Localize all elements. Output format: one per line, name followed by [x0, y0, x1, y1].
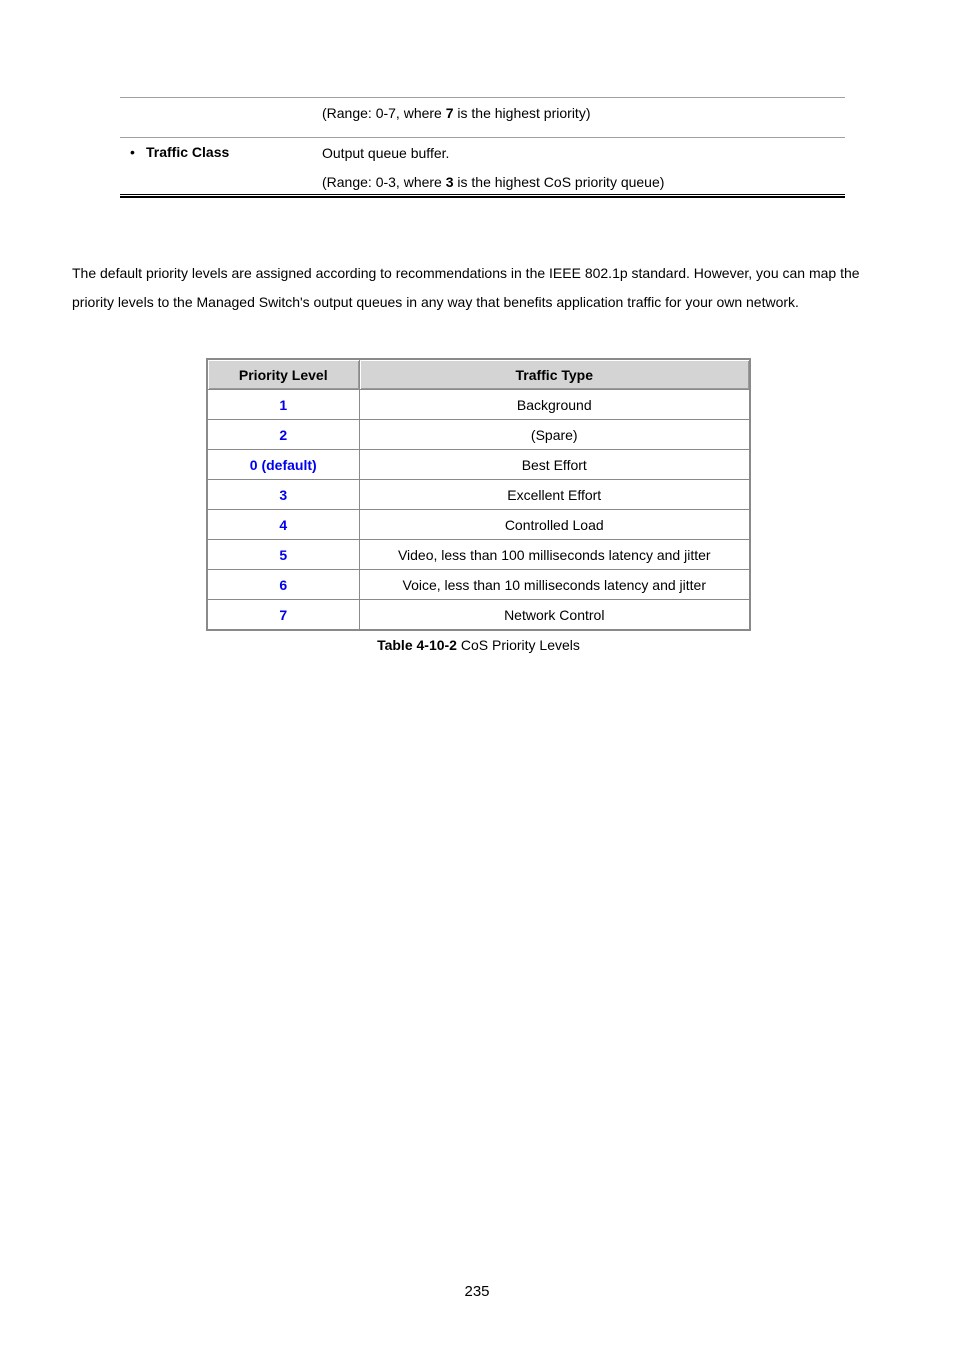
bullet-icon: • — [130, 144, 135, 160]
table-row — [207, 600, 750, 631]
traffic-type-cell: Video, less than 100 milliseconds latency and jitter — [359, 540, 750, 570]
param-name-cell — [120, 138, 322, 196]
priority-level-cell: 4 — [207, 510, 359, 540]
range-text — [322, 104, 845, 133]
priority-level-cell: 3 — [207, 480, 359, 510]
table-row — [207, 540, 750, 570]
priority-level-cell: 0 (default) — [207, 450, 359, 480]
table-row — [207, 450, 750, 480]
param-desc-cell — [322, 98, 845, 137]
traffic-type-cell: (Spare) — [359, 420, 750, 450]
range-bold: 3 — [445, 174, 454, 190]
param-row-priority — [120, 97, 845, 138]
table-row — [207, 480, 750, 510]
priority-level-cell: 5 — [207, 540, 359, 570]
body-paragraph: The default priority levels are assigned according to recommendations in the IEEE 802.1p standard. However, you can map the priority levels to the Managed Switch's output queues in any way that benefits application traffic for your own network. — [72, 265, 860, 310]
range-bold: 7 — [445, 105, 454, 121]
table-row — [207, 420, 750, 450]
priority-level-cell: 7 — [207, 600, 359, 631]
caption-label: Table 4-10-2 — [377, 637, 457, 653]
header-traffic-type: Traffic Type — [359, 359, 750, 390]
range-suffix: is the highest CoS priority queue) — [453, 174, 665, 190]
traffic-type-cell: Background — [359, 390, 750, 420]
table-row — [207, 390, 750, 420]
cos-priority-table — [206, 358, 751, 631]
traffic-type-cell: Best Effort — [359, 450, 750, 480]
priority-level-cell: 1 — [207, 390, 359, 420]
parameter-table — [120, 97, 845, 196]
traffic-type-cell: Controlled Load — [359, 510, 750, 540]
table-header-row — [207, 359, 750, 390]
priority-level-cell: 2 — [207, 420, 359, 450]
range-prefix: (Range: 0-3, where — [322, 174, 446, 190]
table-caption — [206, 637, 751, 653]
table-bottom-rule — [120, 194, 845, 198]
traffic-type-cell: Excellent Effort — [359, 480, 750, 510]
page-number: 235 — [464, 1283, 490, 1300]
table-row — [207, 570, 750, 600]
param-desc-cell — [322, 138, 845, 196]
desc-text: Output queue buffer. — [322, 145, 450, 161]
priority-level-cell: 6 — [207, 570, 359, 600]
traffic-type-cell: Network Control — [359, 600, 750, 631]
table-row — [207, 510, 750, 540]
range-suffix: is the highest priority) — [453, 105, 591, 121]
range-prefix: (Range: 0-7, where — [322, 105, 446, 121]
param-row-traffic-class — [120, 138, 845, 196]
param-name-cell — [120, 98, 322, 137]
param-name: Traffic Class — [146, 144, 230, 160]
caption-text: CoS Priority Levels — [456, 637, 580, 653]
header-priority-level: Priority Level — [207, 359, 359, 390]
traffic-type-cell: Voice, less than 10 milliseconds latency and jitter — [359, 570, 750, 600]
